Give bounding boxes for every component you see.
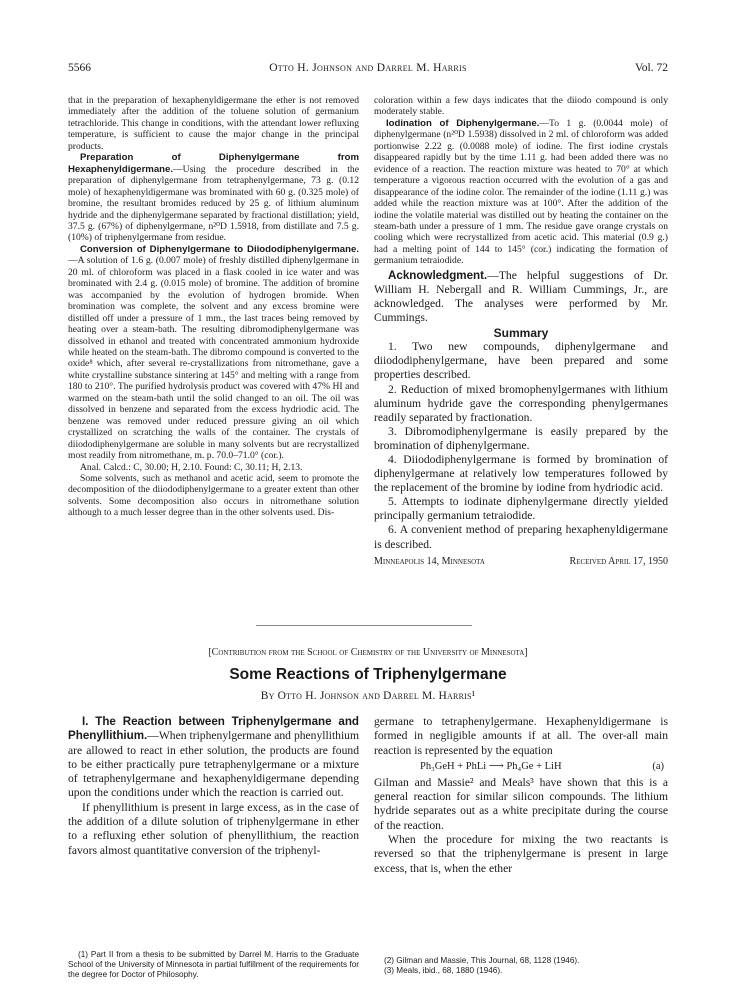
section-heading: Iodination of Diphenylgermane. — [386, 117, 540, 129]
equation-body: Ph₃GeH + PhLi ⟶ Ph₄Ge + LiH — [420, 760, 562, 772]
summary-item: 4. Diiododiphenylgermane is formed by bromination of diphenylgermane at relatively low temperatures followed by the replacement of the bromine by iodine from hydriodic acid. — [374, 453, 668, 495]
signature-line — [374, 556, 668, 567]
section-text: —When triphenylgermane and phenyllithium are allowed to react in ether solution, the products are found to be either practically pure tetraphenylgermane or a mixture of tetraphenylgermane and hexaphenyldigermane depending upon the conditions under which the reaction is carried out. — [68, 729, 359, 800]
footnotes-right — [374, 956, 668, 976]
acknowledgment-heading: Acknowledgment. — [388, 268, 488, 282]
article-byline: By Otto H. Johnson and Darrel M. Harris¹ — [260, 690, 476, 702]
summary-item: 3. Dibromodiphenylgermane is easily prepared by the bromination of diphenylgermane. — [374, 424, 668, 452]
running-header — [68, 62, 668, 80]
summary-item: 1. Two new compounds, diphenylgermane and diiododiphenylgermane, have been prepared and some properties described. — [374, 340, 668, 382]
summary-item: 5. Attempts to iodinate diphenylgermane directly yielded principally germanium tetraiodide. — [374, 495, 668, 523]
analysis-line: Anal. Calcd.: C, 30.00; H, 2.10. Found: C, 30.11; H, 2.13. — [80, 461, 303, 473]
page-number: 5566 — [68, 62, 91, 74]
paragraph: Some solvents, such as methanol and acetic acid, seem to promote the decomposition of the diiododiphenylgermane to a greater extent than other solvents. Some decomposition also occurs in nitromethane solution although to a much lesser degree than in the other solvents used. Dis- — [68, 472, 359, 519]
section-text: —Using the procedure described in the preparation of diphenylgermane from tetraphenylgermane, 73 g. (0.12 mole) of hexaphenyldigermane was brominated with 60 g. (0.325 mole) of bromine, the resultant bromides reduced by 25 g. of lithium aluminum hydride and the diphenylgermane separated by fractional distillation; yield, 37.5 g. (67%) of diphenylgermane, n²⁰D 1.5918, from distillate and 7.5 g. (10%) of triphenylgermane from residue. — [68, 163, 359, 244]
equation — [374, 760, 668, 774]
paragraph: coloration within a few days indicates that the diiodo compound is only moderately stable. — [374, 95, 668, 118]
article-title: Some Reactions of Triphenylgermane — [229, 666, 507, 683]
running-authors: Otto H. Johnson and Darrel M. Harris — [269, 62, 467, 74]
section-heading: Conversion of Diphenylgermane to Diiododiphenylgermane. — [80, 243, 359, 255]
paragraph: When the procedure for mixing the two reactants is reversed so that the triphenylgermane is present in large excess, that is, when the ether — [374, 833, 668, 875]
paragraph — [68, 715, 359, 801]
bottom-right-column — [374, 715, 668, 876]
signature-location: Minneapolis 14, Minnesota — [374, 555, 485, 567]
footnotes-left — [68, 950, 359, 981]
summary-heading: Summary — [493, 326, 549, 341]
paragraph — [374, 118, 668, 267]
top-left-column — [68, 95, 359, 519]
acknowledgment-block — [374, 269, 668, 552]
paragraph: germane to tetraphenylgermane. Hexaphenyldigermane is formed in negligible amounts if at all. The over-all main reaction is represented by the equation — [374, 715, 668, 757]
paragraph: If phenyllithium is present in large excess, as in the case of the addition of a dilute solution of triphenylgermane in ether to a refluxing ether solution of phenyllithium, the reaction favors almost quantitative conversion of the triphenyl- — [68, 800, 359, 857]
summary-item: 6. A convenient method of preparing hexaphenyldigermane is described. — [374, 523, 668, 551]
section-heading: Preparation of Diphenylgermane from Hexaphenyldigermane. — [68, 152, 359, 175]
contribution-line: [Contribution from the School of Chemistry of the University of Minnesota] — [208, 647, 528, 658]
paragraph: that in the preparation of hexaphenyldigermane the ether is not removed immediately after the addition of the toluene solution of germanium tetrachloride. This change in conditions, with the attendant lower refluxing temperature, is sufficient to cause the major change in the principal products. — [68, 95, 359, 152]
section-text: —To 1 g. (0.0044 mole) of diphenylgermane (n²⁰D 1.5938) dissolved in 2 ml. of chloroform was added portionwise 2.22 g. (0.0088 mole) of iodine. The first iodine crystals disappeared rapidly but by the time 1.11 g. had been added there was no evidence of a reaction. The reaction mixture was heated to 70° at which temperature a vigorous reaction occurred with the evolution of a gas and disappearance of the iodine color. The remainder of the iodine (1.11 g.) was added while the reaction mixture was at 100°. After the addition of the iodine the volatile material was distilled out by heating the container on the steam-bath under a pressure of 1 mm. The residue gave orange crystals on cooling which were recrystallized from acetic acid. This material (0.9 g.) had a melting point of 144 to 145° (cor.) indicating the formation of germanium tetraiodide. — [374, 117, 669, 267]
acknowledgment — [374, 269, 668, 325]
section-heading: I. The Reaction between Triphenylgermane and Phenyllithium. — [68, 715, 359, 743]
equation-label: (a) — [652, 760, 664, 772]
acknowledgment-text: —The helpful suggestions of Dr. William H. Nebergall and R. William Cummings, Jr., are acknowledged. The analyses were performed by Mr. Cummings. — [374, 268, 668, 325]
section-text: —A solution of 1.6 g. (0.007 mole) of freshly distilled diphenylgermane in 20 ml. of chloroform was placed in a flask cooled in ice water and was brominated with 2.4 g. (0.015 mole) of bromine. The addition of bromine was accompanied by the evolution of hydrogen bromide. When bromination was complete, the solvent and any excess bromine were distilled off under a pressure of 1 mm., the last traces being removed by heating over a steam-bath. The resulting dibromodiphenylgermane was dissolved in ethanol and treated with concentrated ammonium hydroxide while heated on the steam-bath. The dibromo compound is converted to the oxide⁸ which, after several re-crystallizations from nitromethane, gave a white crystalline substance sintering at 145° and melting with a range from 180 to 210°. The purified hydrolysis product was covered with 47% HI and warmed on the steam-bath until the solid changed to an oil. The oil was dissolved in benzene and separated from the excess hydriodic acid. The benzene was removed under reduced pressure giving an oil which crystallized on scratching the walls of the container. The crystals of diiododiphenylgermane are soluble in many solvents but are recrystallized most readily from nitromethane, m. p. 70.0–71.0° (cor.). — [68, 255, 359, 462]
top-right-column — [374, 95, 668, 567]
footnote: (1) Part II from a thesis to be submitted by Darrel M. Harris to the Graduate School of the University of Minnesota in partial fulfillment of the requirements for the degree for Doctor of Philosophy. — [68, 950, 359, 980]
volume-label: Vol. 72 — [634, 62, 668, 74]
paragraph — [68, 244, 359, 462]
footnote: (3) Meals, ibid., 68, 1880 (1946). — [384, 966, 503, 976]
summary-item: 2. Reduction of mixed bromophenylgermanes with lithium aluminum hydride gave the corresponding phenylgermanes readily separated by fractionation. — [374, 382, 668, 424]
section-divider — [256, 625, 472, 626]
paragraph: Gilman and Massie² and Meals³ have shown that this is a general reaction for similar silicon compounds. The lithium hydride separates out as a white precipitate during the course of the reaction. — [374, 775, 668, 832]
paragraph — [68, 152, 359, 244]
signature-received: Received April 17, 1950 — [569, 555, 668, 567]
footnote: (2) Gilman and Massie, This Journal, 68, 1128 (1946). — [384, 956, 580, 965]
bottom-left-column — [68, 715, 359, 858]
